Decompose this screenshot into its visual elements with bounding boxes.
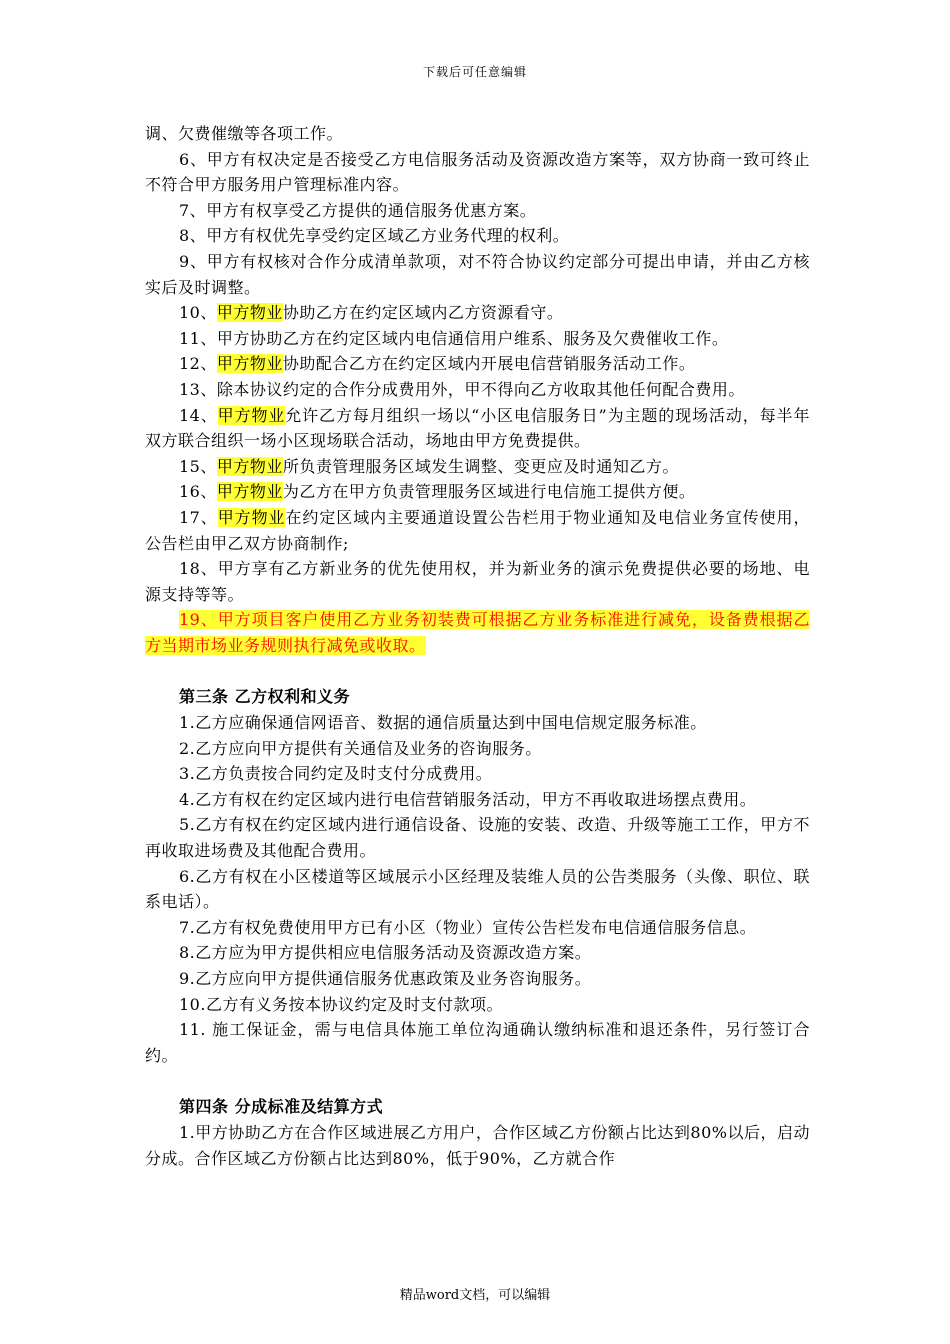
clause-text: 甲方有权优先享受约定区域乙方业务代理的权利。 <box>206 226 570 246</box>
clause-item: 10.乙方有义务按本协议约定及时支付款项。 <box>179 994 503 1014</box>
clause-item <box>145 351 810 377</box>
clause-number: 11、 <box>179 328 217 348</box>
page-footer: 精品word文档，可以编辑 <box>399 1288 551 1303</box>
clause-text: 甲方有权享受乙方提供的通信服务优惠方案。 <box>206 200 537 220</box>
clause-text: 甲方有权决定是否接受乙方电信服务活动及资源改造方案等，双方协商一致可终止不符合甲方服务用户管理标准内容。 <box>145 149 810 195</box>
clause-item <box>145 479 810 505</box>
clause-item: 1.乙方应确保通信网语音、数据的通信质量达到中国电信规定服务标准。 <box>179 713 707 733</box>
clause-number: 6、 <box>179 149 207 169</box>
highlighted-party: 甲方物业 <box>216 456 283 476</box>
clause-item: 11. 施工保证金，需与电信具体施工单位沟通确认缴纳标准和退还条件，另行签订合约。 <box>145 1020 810 1065</box>
clause-item: 6.乙方有权在小区楼道等区域展示小区经理及装维人员的公告类服务（头像、职位、联系电话）。 <box>145 866 810 912</box>
clause-number: 8、 <box>179 226 207 246</box>
clause-item <box>145 198 810 224</box>
highlighted-party: 甲方物业 <box>217 507 286 527</box>
section3-title: 第三条 乙方权利和义务 <box>179 687 351 707</box>
clause-text: 为乙方在甲方负责管理服务区域进行电信施工提供方便。 <box>282 482 696 502</box>
highlighted-party: 甲方物业 <box>216 482 283 502</box>
clause-number: 14、 <box>179 405 218 425</box>
section4-title: 第四条 分成标准及结算方式 <box>179 1097 384 1117</box>
clause-item: 5.乙方有权在约定区域内进行通信设备、设施的安装、改造、升级等施工工作，甲方不再收取进场费及其他配合费用。 <box>145 815 810 861</box>
section2-clauses <box>145 147 810 608</box>
highlighted-party: 甲方物业 <box>217 405 286 425</box>
clause-text: 协助乙方在约定区域内乙方资源看守。 <box>282 303 564 323</box>
clause-19 <box>145 607 810 658</box>
clause-number: 18、 <box>179 559 218 579</box>
clause-item: 8.乙方应为甲方提供相应电信服务活动及资源改造方案。 <box>179 943 592 963</box>
clause-text: 允许乙方每月组织一场以“小区电信服务日”为主题的现场活动，每半年双方联合组织一场小区现场联合活动，场地由甲方免费提供。 <box>145 405 810 451</box>
clause-text: 除本协议约定的合作分成费用外，甲不得向乙方收取其他任何配合费用。 <box>216 379 745 399</box>
highlighted-party: 甲方物业 <box>216 354 283 374</box>
clause-number: 17、 <box>179 507 218 527</box>
clause-text: 所负责管理服务区域发生调整、变更应及时通知乙方。 <box>282 456 679 476</box>
clause-number: 9、 <box>179 251 207 271</box>
section3-clauses <box>145 710 810 1068</box>
clause-text: 甲方享有乙方新业务的优先使用权，并为新业务的演示免费提供必要的场地、电源支持等等。 <box>145 559 810 604</box>
clause-text: 甲方协助乙方在约定区域内电信通信用户维系、服务及欠费催收工作。 <box>216 328 729 348</box>
clause-number: 7、 <box>179 200 207 220</box>
clause-19-text: 19、甲方项目客户使用乙方业务初装费可根据乙方业务标准进行减免，设备费根据乙方当期市场业务规则执行减免或收取。 <box>145 610 810 655</box>
clause-item: 7.乙方有权免费使用甲方已有小区（物业）宣传公告栏发布电信通信服务信息。 <box>179 917 757 937</box>
clause-item <box>145 223 810 249</box>
highlighted-party: 甲方物业 <box>216 303 283 323</box>
clause-number: 13、 <box>179 379 217 399</box>
clause-item <box>145 300 810 326</box>
section4-clauses <box>145 1120 810 1171</box>
clause-number: 16、 <box>179 482 217 502</box>
clause-number: 12、 <box>179 354 217 374</box>
document-body <box>145 121 810 1171</box>
clause-item <box>145 454 810 480</box>
page-header: 下载后可任意编辑 <box>422 65 527 79</box>
clause-item <box>145 147 810 198</box>
clause-number: 15、 <box>179 456 217 476</box>
clause-text: 在约定区域内主要通道设置公告栏用于物业通知及电信业务宣传使用，公告栏由甲乙双方协商制作; <box>145 507 810 553</box>
clause-text: 甲方有权核对合作分成清单款项，对不符合协议约定部分可提出申请，并由乙方核实后及时调整。 <box>145 251 810 297</box>
clause-item <box>145 326 810 352</box>
continuation-line: 调、欠费催缴等各项工作。 <box>145 124 344 143</box>
clause-item: 1.甲方协助乙方在合作区域进展乙方用户，合作区域乙方份额占比达到80%以后，启动分成。合作区域乙方份额占比达到80%，低于90%，乙方就合作 <box>145 1122 810 1168</box>
clause-item: 2.乙方应向甲方提供有关通信及业务的咨询服务。 <box>179 738 542 758</box>
clause-item <box>145 556 810 607</box>
clause-item: 9.乙方应向甲方提供通信服务优惠政策及业务咨询服务。 <box>179 969 592 988</box>
clause-item <box>145 249 810 300</box>
clause-item: 3.乙方负责按合同约定及时支付分成费用。 <box>179 764 493 784</box>
clause-item <box>145 403 810 454</box>
clause-text: 协助配合乙方在约定区域内开展电信营销服务活动工作。 <box>282 354 696 374</box>
clause-item <box>145 377 810 403</box>
clause-item <box>145 505 810 556</box>
clause-item: 4.乙方有权在约定区域内进行电信营销服务活动，甲方不再收取进场摆点费用。 <box>179 789 757 809</box>
clause-number: 10、 <box>179 303 217 323</box>
